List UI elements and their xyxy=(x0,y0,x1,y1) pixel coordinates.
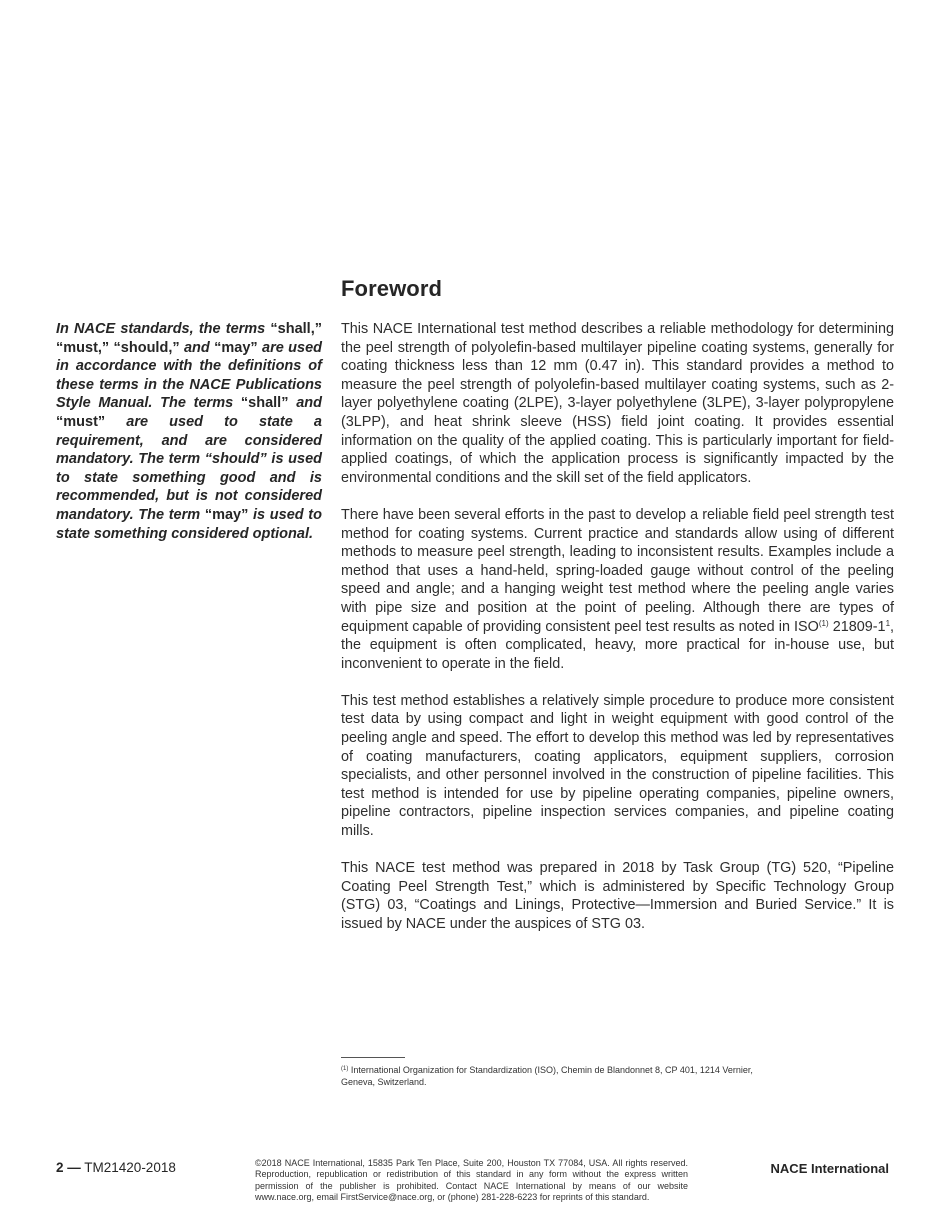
footnote xyxy=(341,1064,781,1088)
term-shall: “shall,” xyxy=(270,321,322,337)
paragraph-4: This NACE test method was prepared in 2018 by Task Group (TG) 520, “Pipeline Coating Peel Strength Test,” which is administered by Specific Technology Group (STG) 03, “Coatings and Linings, Protective—Immersion and Buried Service.” It is issued by NACE under the auspices of STG 03. xyxy=(341,860,894,932)
footnote-ref: (1) xyxy=(818,618,829,628)
term-shall: “shall” xyxy=(240,395,289,412)
note-text: are used to state a requirement, and are considered mandatory. The term “should” is used to state something good and is recommended, but is not considered mandatory. The term xyxy=(56,413,322,523)
paragraph-text: , the equipment is often complicated, heavy, more practical for in-house use, but inconvenient to operate in the field. xyxy=(341,618,895,672)
footnote-text: International Organization for Standardization (ISO), Chemin de Blandonnet 8, CP 401, 1214 Vernier, Geneva, Switzerland. xyxy=(341,1065,753,1087)
footnote-divider xyxy=(341,1057,405,1058)
paragraph-1: This NACE International test method describes a reliable methodology for determining the peel strength of polyolefin-based multilayer pipeline coating systems, generally for coating thickness less than 12 mm (0.47 in). This standard provides a method to measure the peel strength of polyolefin-based multilayer coating systems, such as 2-layer polyethylene coating (2LPE), 3-layer polyethylene (3LPE), 3-layer polypropylene (3LPP), and heat shrink sleeve (HSS) field joint coating. It provides essential information on the quality of the applied coating. This is particularly important for field-applied coatings, of which the application process is significantly impacted by the environmental conditions and the skill set of the field applicators. xyxy=(341,321,894,486)
note-text: and xyxy=(288,395,322,412)
publisher-name: NACE International xyxy=(770,1161,889,1176)
page-num: 2 — xyxy=(56,1160,81,1175)
note-text: is used to state something considered optional. xyxy=(56,506,322,542)
paragraph-3: This test method establishes a relatively simple procedure to produce more consistent test data by using compact and light in weight equipment with good control of the peeling angle and speed. The effort to develop this method was led by representatives of coating manufacturers, coating applicators, equipment suppliers, corrosion specialists, and other personnel involved in the construction of pipeline facilities. This test method is intended for use by pipeline operating companies, pipeline owners, pipeline contractors, pipeline inspection services companies, and pipeline coating mills. xyxy=(341,692,894,840)
terminology-note xyxy=(56,320,322,543)
note-text: In NACE standards, the terms xyxy=(56,321,271,337)
term-must: “must,” xyxy=(56,339,110,356)
paragraph-text: 21809-1 xyxy=(828,618,886,635)
foreword-body xyxy=(341,320,894,952)
reference-ref: 1 xyxy=(885,618,891,628)
page-number xyxy=(56,1160,176,1175)
footnote-marker: (1) xyxy=(341,1066,349,1072)
paragraph-2 xyxy=(341,506,894,673)
term-may: “may” xyxy=(214,339,258,356)
term-may: “may” xyxy=(204,506,249,523)
page-heading: Foreword xyxy=(341,276,443,301)
paragraph-text: There have been several efforts in the past to develop a reliable field peel strength test method for coating systems. Current practice and standards allow using of different methods to measure peel strength, leading to inconsistent results. Examples include a method that uses a hand-held, spring-loaded gauge without control of the peeling speed and angle; and a hanging weight test method where the peeling angle varies with pipe size and position at the point of peeling. Although there are types of equipment capable of providing consistent peel test results as noted in ISO xyxy=(341,506,894,635)
note-text: are used in accordance with the definitions of these terms in the NACE Publications Style Manual. The terms xyxy=(56,339,323,412)
term-should: “should,” xyxy=(113,339,180,356)
copyright-notice: ©2018 NACE International, 15835 Park Ten Place, Suite 200, Houston TX 77084, USA. All rights reserved. Reproduction, republication or redistribution of this standard in any form without the express written permission of the publisher is prohibited. Contact NACE International by means of our website www.nace.org, email FirstService@nace.org, or (phone) 281-228-6223 for reprints of this standard. xyxy=(255,1158,688,1203)
note-text: and xyxy=(179,339,215,356)
term-must: “must” xyxy=(56,413,106,430)
document-id: TM21420-2018 xyxy=(84,1160,176,1175)
